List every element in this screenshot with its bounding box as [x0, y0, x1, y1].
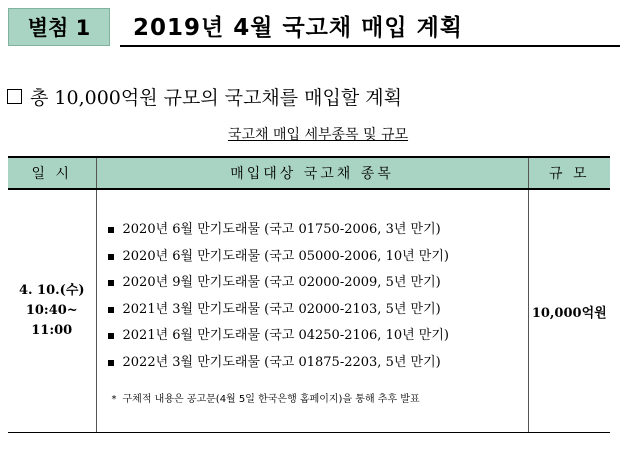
bullet-icon	[108, 227, 114, 233]
date-line: 4. 10.(수)	[18, 283, 85, 298]
scale-cell: 10,000억원	[528, 189, 610, 433]
bond-item-text: 2021년 3월 만기도래물 (국고 02000-2103, 5년 만기)	[122, 301, 441, 317]
date-cell	[8, 189, 96, 433]
footnote-mark: *	[111, 394, 117, 405]
table-caption	[0, 124, 636, 144]
bond-item-text: 2021년 6월 만기도래물 (국고 04250-2106, 10년 만기)	[122, 328, 449, 343]
bond-item-text: 2020년 9월 만기도래물 (국고 02000-2009, 5년 만기)	[122, 275, 441, 290]
list-item	[108, 270, 527, 297]
bullet-icon	[108, 254, 114, 260]
footnote	[112, 390, 527, 405]
list-item	[108, 323, 527, 350]
bullet-icon	[108, 280, 114, 286]
list-item	[108, 244, 527, 271]
time-start-line: 10:40~	[25, 303, 78, 318]
checkbox-icon	[7, 89, 22, 104]
time-end-line: 11:00	[31, 323, 73, 338]
column-header-date: 일 시	[8, 157, 96, 189]
bonds-cell	[96, 189, 528, 433]
bond-item-text: 2022년 3월 만기도래물 (국고 01875-2203, 5년 만기)	[122, 354, 441, 370]
bond-item-text: 2020년 6월 만기도래물 (국고 05000-2006, 10년 만기)	[122, 248, 449, 264]
bullet-icon	[108, 307, 114, 313]
headline	[7, 83, 402, 110]
column-header-scale: 규 모	[528, 157, 610, 189]
bond-item-text: 2020년 6월 만기도래물 (국고 01750-2006, 3년 만기)	[122, 222, 441, 237]
bond-list	[98, 217, 527, 376]
list-item	[108, 217, 527, 244]
headline-text: 총 10,000억원 규모의 국고채를 매입할 계획	[30, 87, 402, 109]
title-underline	[120, 45, 620, 47]
purchase-plan-table	[8, 156, 610, 433]
bullet-icon	[108, 333, 114, 339]
attachment-badge: 별첨 1	[8, 8, 110, 46]
column-header-bonds: 매입대상 국고채 종목	[96, 157, 528, 189]
list-item	[108, 297, 527, 324]
footnote-text: 구체적 내용은 공고문(4월 5일 한국은행 홈페이지)을 통해 추후 발표	[122, 394, 420, 405]
table-caption-text: 국고채 매입 세부종목 및 규모	[227, 127, 409, 143]
page-title: 2019년 4월 국고채 매입 계획	[133, 15, 464, 41]
table-row	[8, 189, 610, 433]
table-header-row	[8, 157, 610, 189]
list-item	[108, 350, 527, 377]
bullet-icon	[108, 360, 114, 366]
